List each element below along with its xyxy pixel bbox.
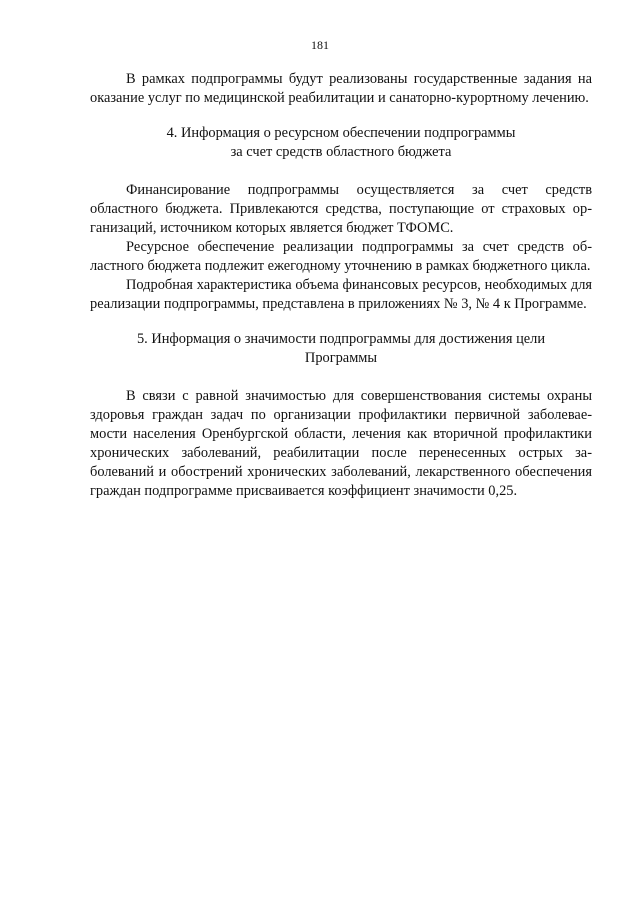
section-4-paragraph-2: Ресурсное обеспечение реализации подпрограммы за счет средств областного бюджета подлежит ежегодному уточнению в рамках бюджетного цикла. bbox=[90, 239, 592, 274]
section-4-title-line-1: 4. Информация о ресурсном обеспечении подпрограммы bbox=[166, 125, 516, 141]
section-4-paragraph-3: Подробная характеристика объема финансовых ресурсов, необходимых для реализации подпрограммы, представлена в приложениях № 3, № 4 к Программе. bbox=[90, 277, 592, 312]
section-5-title-line-2: Программы bbox=[304, 350, 378, 366]
section-4-paragraph-1: Финансирование подпрограммы осуществляется за счет средств областного бюджета. Привлекаются средства, поступающие от страховых организаций, источником которых является бюджет ТФОМС. bbox=[90, 182, 592, 236]
intro-paragraph: В рамках подпрограммы будут реализованы государственные задания на оказание услуг по медицинской реабилитации и санаторно-курортному лечению. bbox=[90, 71, 592, 106]
page-number: 181 bbox=[311, 38, 329, 52]
section-4-title-line-2: за счет средств областного бюджета bbox=[230, 144, 452, 160]
section-4-heading bbox=[90, 124, 592, 162]
section-5-title-line-1: 5. Информация о значимости подпрограммы для достижения цели bbox=[136, 331, 546, 347]
section-5-paragraph: В связи с равной значимостью для совершенствования системы охраны здоровья граждан задач по организации профилактики первичной заболеваемости населения Оренбургской области, лечения как вторичной профилактики хронических заболеваний, реабилитации после перенесенных острых заболеваний и обострений хронических заболеваний, лекарственного обеспечения граждан подпрограмме присваивается коэффициент значимости 0,25. bbox=[90, 388, 592, 499]
document-body bbox=[90, 70, 592, 501]
section-5-heading bbox=[90, 330, 592, 368]
